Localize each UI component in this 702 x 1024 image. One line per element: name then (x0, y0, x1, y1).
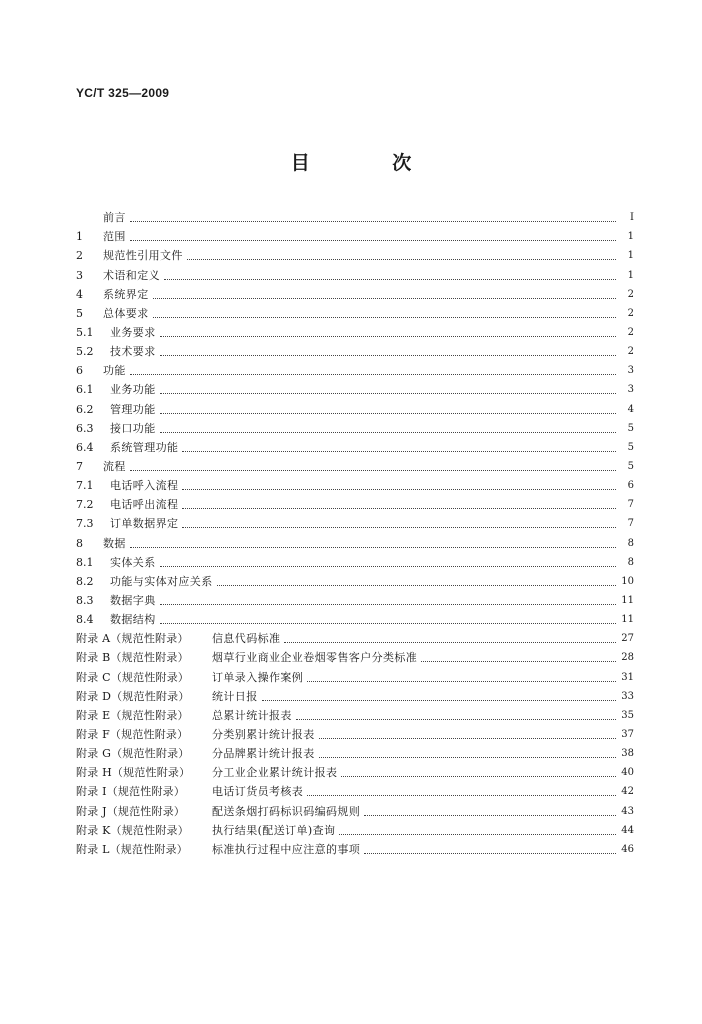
dot-leader (319, 749, 616, 758)
dot-leader (160, 405, 616, 414)
toc-entry-number: 附录 H（规范性附录） (76, 766, 191, 780)
toc-entry-page: 1 (627, 269, 634, 281)
toc-entry-number: 6.2 (76, 402, 94, 416)
dot-leader (182, 500, 616, 509)
toc-entry[interactable] (76, 340, 634, 359)
toc-entry[interactable] (76, 723, 634, 742)
toc-entry-label: 总体要求 (103, 306, 149, 320)
toc-entry-page: 4 (627, 403, 634, 415)
toc-entry-label: 系统界定 (103, 287, 149, 301)
toc-entry-page: 38 (621, 748, 634, 760)
toc-entry-page: 3 (627, 384, 634, 396)
toc-entry-label: 接口功能 (110, 421, 156, 435)
toc-entry-label: 实体关系 (110, 555, 156, 569)
toc-entry-number: 附录 F（规范性附录） (76, 727, 189, 741)
toc-entry[interactable] (76, 665, 634, 684)
toc-entry-label: 数据结构 (110, 613, 156, 627)
toc-entry-label: 信息代码标准 (212, 632, 281, 646)
dot-leader (262, 692, 616, 701)
toc-entry[interactable] (76, 474, 634, 493)
toc-entry-page: 1 (627, 250, 634, 262)
toc-entry[interactable] (76, 263, 634, 282)
toc-entry-label: 电话呼出流程 (110, 498, 179, 512)
dot-leader (421, 653, 616, 662)
toc-entry-label: 分工业企业累计统计报表 (212, 766, 338, 780)
toc-entry-number: 1 (76, 230, 83, 244)
dot-leader (284, 634, 616, 643)
toc-entry-page: 8 (627, 537, 634, 549)
toc-entry[interactable] (76, 321, 634, 340)
toc-entry[interactable] (76, 799, 634, 818)
toc-entry-page: 5 (627, 422, 634, 434)
toc-entry[interactable] (76, 455, 634, 474)
toc-entry[interactable] (76, 685, 634, 704)
toc-entry-page: 8 (627, 556, 634, 568)
dot-leader (160, 596, 616, 605)
toc-entry[interactable] (76, 436, 634, 455)
dot-leader (160, 385, 616, 394)
toc-entry-number: 附录 E（规范性附录） (76, 708, 189, 722)
toc-entry-page: 5 (627, 441, 634, 453)
dot-leader (130, 462, 616, 471)
toc-entry[interactable] (76, 838, 634, 857)
toc-entry-number: 附录 D（规范性附录） (76, 689, 190, 703)
toc-entry-label: 执行结果(配送订单)查询 (212, 823, 336, 837)
toc-entry-number: 附录 L（规范性附录） (76, 842, 189, 856)
toc-entry-label: 系统管理功能 (110, 440, 179, 454)
toc-entry-label: 数据 (103, 536, 126, 550)
toc-entry-page: 11 (621, 594, 634, 606)
toc-entry-number: 附录 I（规范性附录） (76, 785, 186, 799)
toc-entry[interactable] (76, 627, 634, 646)
toc-entry-number: 2 (76, 249, 83, 263)
toc-entry-label: 功能与实体对应关系 (110, 574, 213, 588)
dot-leader (364, 845, 616, 854)
toc-entry-label: 数据字典 (110, 593, 156, 607)
toc-entry[interactable] (76, 417, 634, 436)
toc-entry-label: 范围 (103, 230, 126, 244)
toc-entry-label: 管理功能 (110, 402, 156, 416)
toc-entry-label: 分品牌累计统计报表 (212, 747, 315, 761)
dot-leader (160, 615, 616, 624)
toc-entry-page: I (630, 212, 634, 224)
toc-entry-label: 订单数据界定 (110, 517, 179, 531)
toc-entry[interactable] (76, 589, 634, 608)
toc-entry[interactable] (76, 780, 634, 799)
toc-entry-page: 7 (627, 499, 634, 511)
dot-leader (164, 271, 616, 280)
dot-leader (307, 673, 616, 682)
toc-entry[interactable] (76, 397, 634, 416)
dot-leader (160, 424, 616, 433)
toc-entry-label: 分类别累计统计报表 (212, 727, 315, 741)
toc-entry-label: 标准执行过程中应注意的事项 (212, 842, 361, 856)
toc-entry[interactable] (76, 378, 634, 397)
toc-entry[interactable] (76, 512, 634, 531)
toc-entry-label: 电话呼入流程 (110, 479, 179, 493)
toc-entry-page: 46 (621, 843, 634, 855)
toc-entry-number: 附录 A（规范性附录） (76, 632, 189, 646)
dot-leader (130, 213, 616, 222)
toc-entry-number: 附录 B（规范性附录） (76, 651, 189, 665)
toc-entry-page: 40 (621, 767, 634, 779)
toc-entry-page: 35 (621, 709, 634, 721)
dot-leader (130, 232, 616, 241)
toc-entry-number: 8.2 (76, 574, 94, 588)
document-code: YC/T 325—2009 (76, 86, 170, 100)
toc-entry-page: 6 (627, 480, 634, 492)
toc-entry-number: 附录 K（规范性附录） (76, 823, 189, 837)
dot-leader (160, 328, 616, 337)
toc-entry-number: 附录 G（规范性附录） (76, 747, 190, 761)
toc-entry[interactable] (76, 646, 634, 665)
toc-entry[interactable] (76, 819, 634, 838)
dot-leader (160, 558, 616, 567)
toc-entry-number: 7.3 (76, 517, 94, 531)
dot-leader (130, 366, 616, 375)
toc-entry-page: 10 (621, 575, 634, 587)
toc-entry[interactable] (76, 244, 634, 263)
toc-entry-number: 7.2 (76, 498, 94, 512)
dot-leader (339, 826, 616, 835)
toc-entry-label: 总累计统计报表 (212, 708, 292, 722)
toc-entry[interactable] (76, 761, 634, 780)
toc-entry-number: 5.2 (76, 345, 94, 359)
dot-leader (364, 807, 616, 816)
toc-entry[interactable] (76, 493, 634, 512)
toc-entry-page: 2 (627, 326, 634, 338)
toc-entry-label: 烟草行业商业企业卷烟零售客户分类标准 (212, 651, 418, 665)
toc-entry-number: 8.1 (76, 555, 94, 569)
dot-leader (341, 768, 616, 777)
toc-entry-label: 规范性引用文件 (103, 249, 183, 263)
toc-entry-number: 6.3 (76, 421, 94, 435)
toc-entry-label: 技术要求 (110, 345, 156, 359)
toc-entry[interactable] (76, 742, 634, 761)
toc-entry-label: 电话订货员考核表 (212, 785, 304, 799)
table-of-contents (76, 206, 634, 857)
toc-entry-number: 3 (76, 268, 83, 282)
toc-entry-number: 8.3 (76, 593, 94, 607)
toc-entry[interactable] (76, 225, 634, 244)
toc-entry-label: 流程 (103, 459, 126, 473)
toc-entry-page: 37 (621, 728, 634, 740)
toc-entry-label: 术语和定义 (103, 268, 160, 282)
toc-entry[interactable] (76, 531, 634, 550)
toc-entry-number: 7 (76, 459, 83, 473)
toc-entry-number: 附录 C（规范性附录） (76, 670, 190, 684)
toc-entry-page: 27 (621, 633, 634, 645)
toc-entry-page: 28 (621, 652, 634, 664)
toc-entry[interactable] (76, 359, 634, 378)
toc-entry-page: 44 (621, 824, 634, 836)
toc-entry-number: 8.4 (76, 613, 94, 627)
toc-entry-number: 6 (76, 364, 83, 378)
dot-leader (217, 577, 616, 586)
toc-entry-page: 42 (621, 786, 634, 798)
toc-entry-label: 订单录入操作案例 (212, 670, 304, 684)
toc-entry-label: 前言 (103, 211, 126, 225)
toc-entry-page: 43 (621, 805, 634, 817)
dot-leader (319, 730, 616, 739)
toc-entry[interactable] (76, 570, 634, 589)
toc-entry-page: 1 (627, 231, 634, 243)
toc-title: 目 次 (290, 152, 450, 174)
dot-leader (153, 309, 616, 318)
toc-entry-number: 6.1 (76, 383, 94, 397)
toc-entry-page: 31 (621, 671, 634, 683)
toc-entry-label: 配送条烟打码标识码编码规则 (212, 804, 361, 818)
dot-leader (296, 711, 616, 720)
toc-entry-label: 功能 (103, 364, 126, 378)
dot-leader (130, 539, 616, 548)
toc-entry-page: 2 (627, 346, 634, 358)
dot-leader (182, 443, 616, 452)
toc-entry-number: 8 (76, 536, 83, 550)
toc-entry[interactable] (76, 551, 634, 570)
toc-entry-page: 5 (627, 460, 634, 472)
toc-entry-number: 5 (76, 306, 83, 320)
toc-entry-label: 统计日报 (212, 689, 258, 703)
dot-leader (182, 481, 616, 490)
toc-entry-number: 附录 J（规范性附录） (76, 804, 186, 818)
toc-entry-page: 11 (621, 614, 634, 626)
toc-entry-label: 业务要求 (110, 325, 156, 339)
toc-entry[interactable] (76, 608, 634, 627)
toc-entry-number: 6.4 (76, 440, 94, 454)
toc-entry-page: 33 (621, 690, 634, 702)
toc-entry-page: 2 (627, 288, 634, 300)
toc-entry[interactable] (76, 302, 634, 321)
dot-leader (160, 347, 616, 356)
toc-entry[interactable] (76, 704, 634, 723)
toc-entry[interactable] (76, 283, 634, 302)
toc-entry-page: 2 (627, 307, 634, 319)
dot-leader (187, 251, 616, 260)
toc-entry-number: 7.1 (76, 479, 94, 493)
toc-entry-page: 7 (627, 518, 634, 530)
toc-entry-number: 4 (76, 287, 83, 301)
toc-entry-label: 业务功能 (110, 383, 156, 397)
toc-entry[interactable] (76, 206, 634, 225)
dot-leader (307, 787, 616, 796)
dot-leader (182, 519, 616, 528)
toc-entry-number: 5.1 (76, 325, 94, 339)
toc-entry-page: 3 (627, 365, 634, 377)
dot-leader (153, 290, 616, 299)
